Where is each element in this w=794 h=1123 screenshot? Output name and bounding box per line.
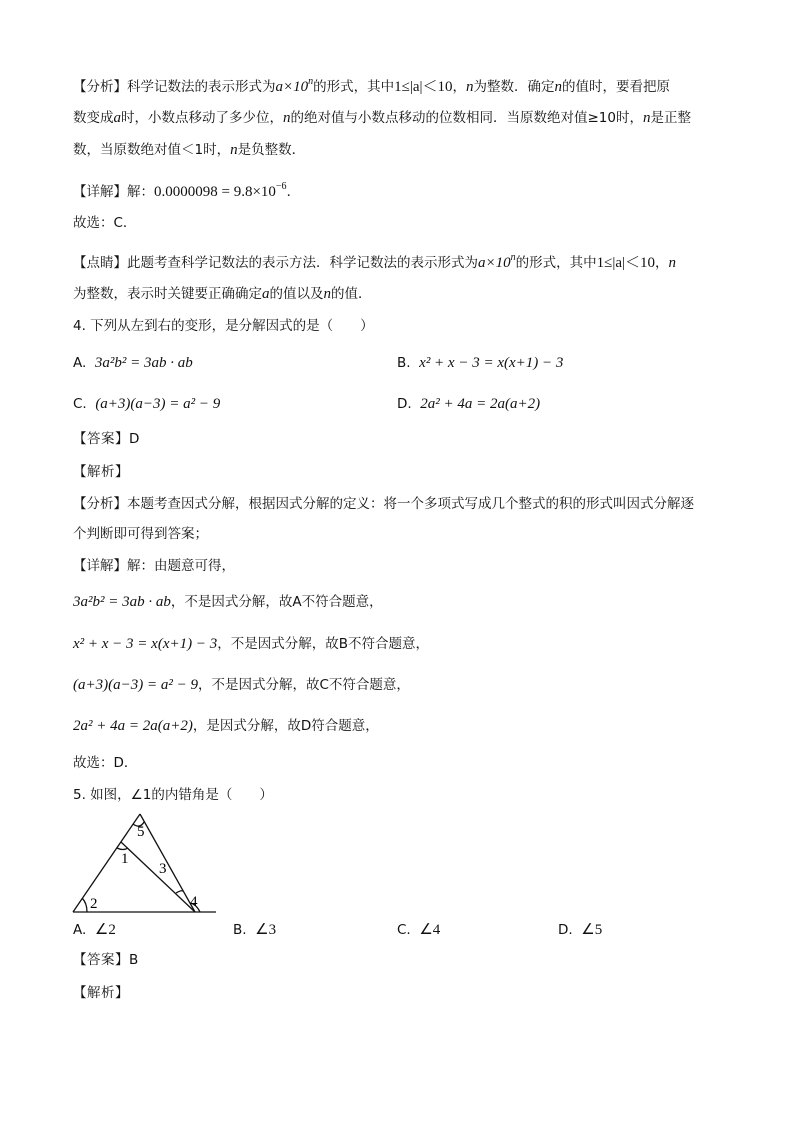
analysis-text: 是正整 [650, 110, 691, 126]
q5-option-b [233, 920, 276, 940]
option-expr: 3a²b² = 3ab · ab [94, 355, 193, 371]
var-n: n [230, 142, 238, 158]
choose-text: 故选：D． [73, 755, 138, 771]
step-expr: (a+3)(a−3) = a² − 9 [73, 677, 198, 693]
answer-text: 【答案】D [73, 431, 140, 447]
step-text: ，不是因式分解，故A不符合题意， [170, 594, 383, 610]
q3-analysis-line3 [73, 140, 305, 160]
range-expr: 1≤|a|＜10 [394, 79, 453, 95]
q4-option-c [73, 394, 220, 414]
q4-step-3 [73, 675, 410, 695]
q4-choose [73, 753, 137, 773]
analysis-heading: 【解析】 [73, 464, 129, 480]
analysis-text: 的形式，其中 [313, 79, 395, 95]
option-label: A. [73, 355, 87, 371]
triangle-figure [70, 812, 220, 916]
var-n: n [323, 286, 331, 302]
arc-angle-3 [176, 891, 183, 893]
sci-exp: n [308, 76, 314, 87]
arc-angle-1 [117, 848, 128, 850]
question-stem: 5. 如图，∠1的内错角是（ ） [73, 787, 273, 803]
analysis-text: ， [452, 79, 467, 95]
analysis-text: 数变成 [73, 110, 114, 126]
detail-equation: 0.0000098 = 9.8×10 [154, 184, 276, 200]
analysis-text: 【分析】本题考查因式分解，根据因式分解的定义：将一个多项式写成几个整式的积的形式叫因式分解逐 [73, 496, 694, 512]
var-n: n [283, 110, 291, 126]
sci-form: a×10 [275, 79, 309, 95]
analysis-text: 时，小数点移动了多少位， [121, 110, 283, 126]
question-stem: 4. 下列从左到右的变形，是分解因式的是（ ） [73, 318, 374, 334]
option-label: B. [233, 922, 247, 938]
q4-option-a [73, 353, 193, 373]
var-n: n [466, 79, 474, 95]
var-n: n [554, 79, 563, 95]
option-value: ∠2 [94, 922, 116, 938]
var-n: n [643, 110, 651, 126]
option-value: ∠5 [581, 922, 603, 938]
analysis-text: 的值时，要看把原 [562, 79, 671, 95]
step-expr: x² + x − 3 = x(x+1) − 3 [73, 636, 218, 652]
q4-analysis-line2 [73, 524, 208, 544]
comment-text: 【点睛】此题考查科学记数法的表示方法．科学记数法的表示形式为 [73, 255, 478, 271]
comment-text: ， [655, 255, 669, 271]
analysis-text: 数，当原数绝对值＜1时， [73, 142, 231, 158]
choose-text: 故选：C． [73, 215, 137, 231]
analysis-text: 的绝对值与小数点移动的位数相同．当原数绝对值≥10时， [290, 110, 643, 126]
option-label: B. [397, 355, 411, 371]
angle-label-2: 2 [90, 896, 98, 912]
angle-label-1: 1 [121, 851, 129, 867]
step-text: ，不是因式分解，故C不符合题意， [197, 677, 410, 693]
var-a: a [262, 286, 270, 302]
q4-step-4 [73, 716, 379, 736]
detail-text: 【详解】解：由题意可得， [73, 558, 235, 574]
option-label: C. [73, 396, 87, 412]
analysis-heading: 【解析】 [73, 985, 129, 1001]
q3-analysis-line2 [73, 108, 691, 128]
comment-text: 的值以及 [269, 286, 324, 302]
var-a: a [113, 110, 121, 126]
q4-stem [73, 316, 374, 336]
option-label: A. [73, 922, 87, 938]
var-n: n [668, 255, 677, 271]
triangle-side-left [73, 814, 140, 912]
option-expr: (a+3)(a−3) = a² − 9 [95, 396, 221, 412]
q5-stem [73, 785, 273, 805]
step-expr: 2a² + 4a = 2a(a+2) [73, 718, 193, 734]
option-label: C. [397, 922, 411, 938]
analysis-text: 个判断即可得到答案； [73, 526, 208, 542]
q4-analysis-head [73, 462, 129, 482]
analysis-text: 【分析】科学记数法的表示形式为 [73, 79, 276, 95]
q3-comment-line1 [73, 248, 676, 273]
q4-answer [73, 429, 140, 449]
option-value: ∠4 [419, 922, 441, 938]
q5-option-d [558, 920, 602, 940]
option-label: D. [558, 922, 573, 938]
comment-text: 为整数，表示时关键要正确确定 [73, 286, 262, 302]
q3-detail [73, 177, 300, 202]
comment-text: 的值． [331, 286, 372, 302]
q4-option-b [397, 353, 563, 373]
comment-text: 的形式，其中 [515, 255, 597, 271]
q3-comment-line2 [73, 284, 372, 304]
sci-form: a×10 [478, 255, 511, 271]
arc-angle-2 [82, 898, 87, 912]
option-value: ∠3 [255, 922, 277, 938]
analysis-text: 是负整数． [237, 142, 306, 158]
q4-analysis-line1 [73, 494, 694, 514]
q4-step-1 [73, 592, 383, 612]
q5-option-c [397, 920, 440, 940]
detail-end: ． [286, 184, 301, 200]
answer-text: 【答案】B [73, 952, 139, 968]
option-label: D. [397, 396, 412, 412]
q4-step-2 [73, 634, 429, 654]
sci-exp: n [510, 252, 516, 263]
step-expr: 3a²b² = 3ab · ab [73, 594, 171, 610]
range-expr: 1≤|a|＜10 [596, 255, 656, 271]
q3-analysis-line1 [73, 72, 670, 97]
step-text: ，是因式分解，故D符合题意， [192, 718, 379, 734]
detail-label: 【详解】解： [73, 184, 154, 200]
q4-detail [73, 556, 235, 576]
detail-exponent: −6 [275, 181, 287, 192]
q5-option-a [73, 920, 116, 940]
analysis-text: 为整数．确定 [473, 79, 555, 95]
angle-label-4: 4 [190, 894, 198, 910]
angle-label-3: 3 [159, 861, 167, 877]
q3-choose [73, 213, 136, 233]
q4-option-d [397, 394, 540, 414]
option-expr: 2a² + 4a = 2a(a+2) [420, 396, 541, 412]
angle-label-5: 5 [137, 824, 145, 840]
step-text: ，不是因式分解，故B不符合题意， [217, 636, 429, 652]
triangle-side-right [140, 814, 195, 912]
q5-analysis-head [73, 983, 129, 1003]
q5-answer [73, 950, 139, 970]
option-expr: x² + x − 3 = x(x+1) − 3 [419, 355, 564, 371]
triangle-inner-segment [121, 842, 195, 912]
